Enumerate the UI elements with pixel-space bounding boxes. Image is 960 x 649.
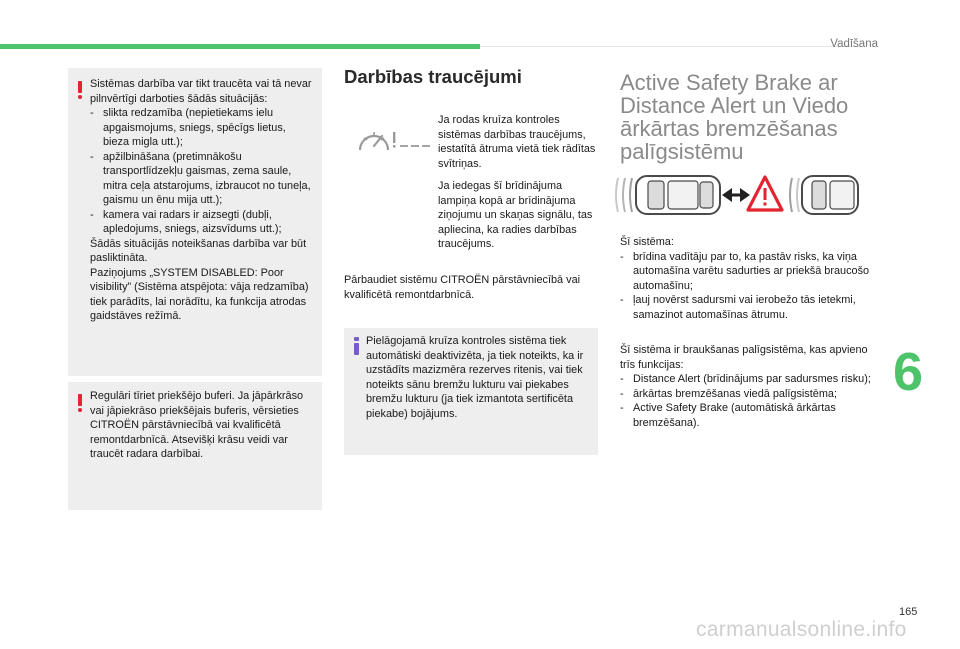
- warning-exclamation-icon: [78, 81, 83, 98]
- warning-notice: Paziņojums „SYSTEM DISABLED: Poor visibility” (Sistēma atspējota: vāja redzamība) tiek parādīts, lai norādītu, ka funkcija atrodas gaidstāves režīmā.: [90, 266, 309, 322]
- top-divider-line: [480, 46, 860, 47]
- warning-intro: Sistēmas darbība var tikt traucēta vai tā nevar pilnvērtīgi darboties šādās situācijās:: [90, 78, 312, 105]
- active-safety-list-2: [620, 343, 882, 430]
- active-safety-list-1: [620, 235, 882, 322]
- section-label: Vadīšana: [830, 38, 878, 50]
- warning-outro: Šādās situācijās noteikšanas darbība var būt pasliktināta.: [90, 237, 307, 264]
- info-box-spare-wheel: [344, 328, 598, 455]
- cruise-control-warning-icon: [356, 124, 432, 154]
- list-item: - apžilbināšana (pretimnākošu transportlīdzekļu gaismas, zema saule, mitra ceļa atstarojums, izbraucot no tuneļa, gaismu un ēnu mija utt.);: [90, 150, 312, 208]
- list-item: - kamera vai radars ir aizsegti (dubļi, apledojums, sniegs, aizsvīdums utt.);: [90, 208, 312, 237]
- list-item: - ļauj novērst sadursmi vai ierobežo tās ietekmi, samazinot automašīnas ātrumu.: [620, 293, 882, 322]
- active-safety-intro: Šī sistēma:: [620, 236, 674, 248]
- chapter-number: 6: [893, 342, 924, 402]
- warning-box-visibility: [68, 68, 322, 376]
- warning-exclamation-icon: [78, 394, 83, 411]
- info-icon: [354, 337, 360, 355]
- top-accent-bar: [0, 44, 480, 49]
- info-box-text: Pielāgojamā kruīza kontroles sistēma tiek automātiski deaktivizēta, ja tiek noteikts, ka ir uzstādīts mazizmēra rezerves ritenis, vai tiek noteikts sānu bremžu lukturu vai piekabes bremžu lukturu (ja tiek izmantota sertificēta piekabe) bojājums.: [366, 335, 584, 420]
- warning-box-bumper: [68, 382, 322, 510]
- malfunction-heading: Darbības traucējumi: [344, 66, 522, 87]
- page-number: 165: [899, 606, 918, 618]
- active-safety-heading: Active Safety Brake ar Distance Alert un Viedo ārkārtas bremzēšanas palīgsistēmu: [620, 70, 849, 164]
- warning-box-visibility-text: [90, 77, 312, 324]
- malfunction-para-1: Ja rodas kruīza kontroles sistēmas darbības traucējums, iestatītā ātruma vietā tiek rādītas svītriņas.: [438, 114, 596, 170]
- two-cars-collision-warning-illustration: [612, 170, 862, 220]
- list-item: - slikta redzamība (nepietiekams ielu apgaismojums, sniegs, spēcīgs lietus, bieza migla utt.);: [90, 106, 312, 150]
- malfunction-para-3: Pārbaudiet sistēmu CITROËN pārstāvniecībā vai kvalificētā remontdarbnīcā.: [344, 274, 581, 301]
- list-item: - Active Safety Brake (automātiskā ārkārtas bremzēšana).: [620, 401, 882, 430]
- list-item: - brīdina vadītāju par to, ka pastāv risks, ka viņa automašīna varētu sadurties ar priekšā braucošo automašīnu;: [620, 250, 882, 294]
- warning-box-bumper-text: Regulāri tīriet priekšējo buferi. Ja jāpārkrāso vai jāpiekrāso priekšējais buferis, vērsieties CITROËN pārstāvniecībā vai kvalificētā remontdarbnīcā. Atsevišķi krāsu veidi var traucēt radara darbībai.: [90, 390, 304, 460]
- list-item: - Distance Alert (brīdinājums par sadursmes risku);: [620, 372, 882, 387]
- active-safety-intro-2: Šī sistēma ir braukšanas palīgsistēma, kas apvieno trīs funkcijas:: [620, 344, 868, 371]
- malfunction-para-2: Ja iedegas šī brīdinājuma lampiņa kopā ar brīdinājuma ziņojumu un skaņas signālu, tas apliecina, ka radies darbības traucējums.: [438, 180, 593, 250]
- list-item: - ārkārtas bremzēšanas viedā palīgsistēma;: [620, 387, 882, 402]
- watermark: carmanualsonline.info: [696, 618, 907, 641]
